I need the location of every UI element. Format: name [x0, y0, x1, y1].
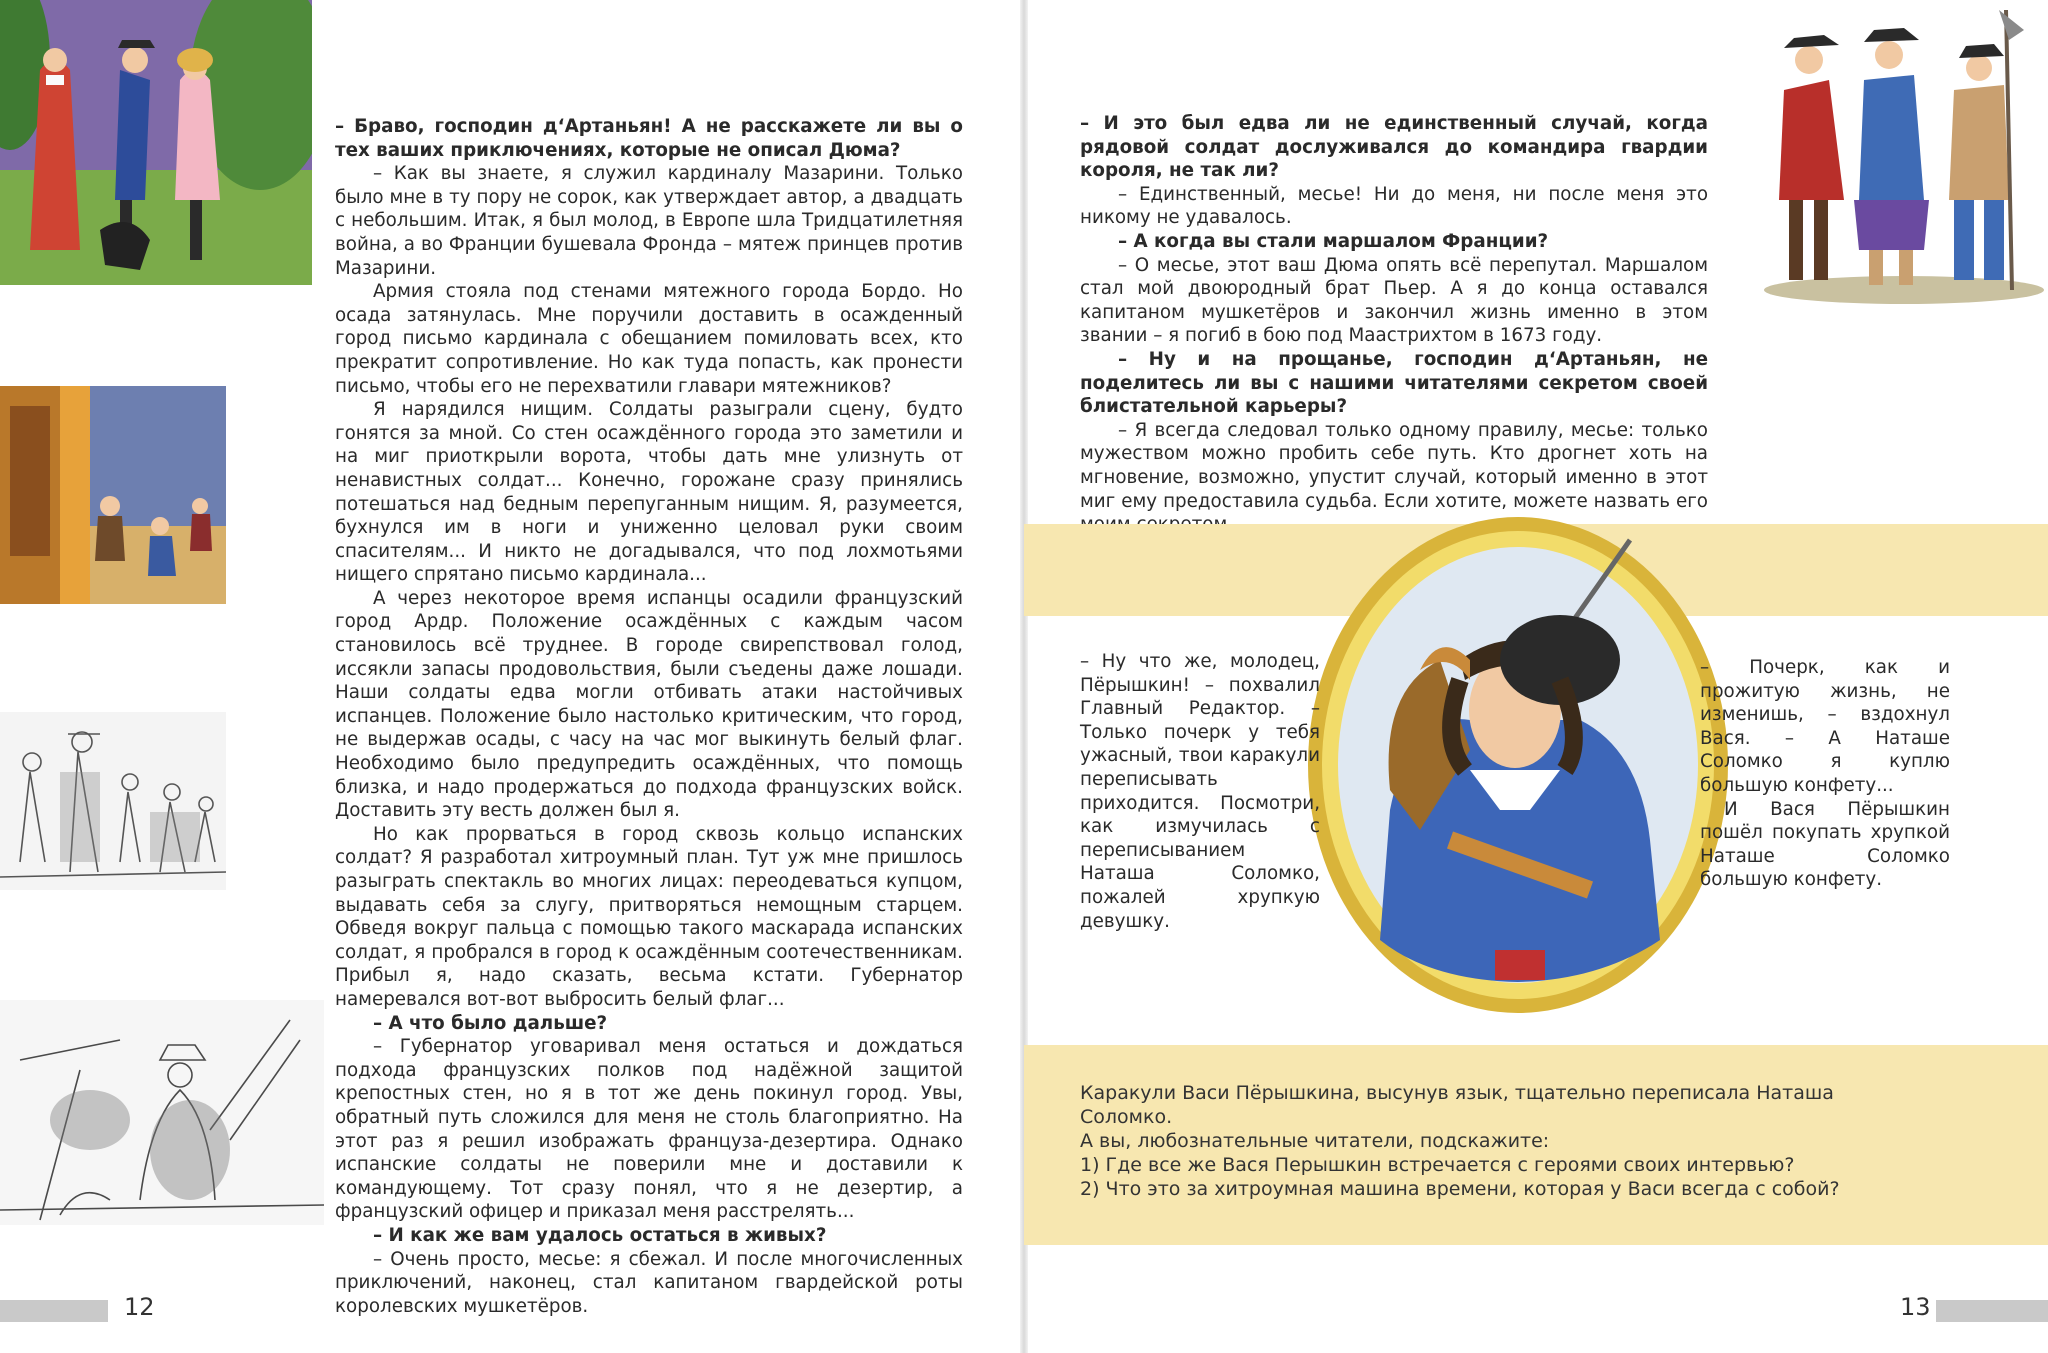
illustration-crowd-sketch: [0, 712, 226, 890]
question-1: – Браво, господин д‘Артаньян! А не расскажете ли вы о тех ваших приключениях, которые не описал Дюма?: [335, 116, 963, 161]
interview-column-right: [1080, 112, 1708, 537]
vasya-dialogue-text-2: И Вася Пёрышкин пошёл покупать хрупкой Наташе Соломко большую конфету.: [1700, 798, 1950, 891]
page-number-bar-right: [1936, 1300, 2048, 1322]
illustration-musketeers: [1754, 0, 2048, 308]
answer-2: – Губернатор уговаривал меня остаться и дождаться подхода французских полков под надёжной защитой крепостных стен, но я в тот же день покинул город. Увы, обратный путь сложился для меня не столь благоприятно. На этот раз я решил изображать француза-дезертира. Однако испанские солдаты не поверили мне и доставили к командующему. Тот сразу понял, что я не дезертир, а французский офицер и приказал меня расстрелять...: [335, 1036, 963, 1223]
answer-5: – О месье, этот ваш Дюма опять всё перепутал. Маршалом стал мой двоюродный брат Пьер. А я до конца оставался капитаном мушкетёров и закончил жизнь именно в этом звании – я погиб в бою под Маастрихтом в 1673 году.: [1080, 254, 1708, 347]
vasya-dialogue: [1700, 656, 1950, 892]
paragraph-bordeaux: Армия стояла под стенами мятежного города Бордо. Но осада затянулась. Мне поручили доставить в осажденный город письмо кардинала с обещанием помиловать всех, кто прекратит сопротивление. Но как туда попасть, как пронести письмо, чтобы его не перехватили главари мятежников?: [335, 281, 963, 397]
illustration-city-gate: [0, 386, 226, 604]
editor-dialogue-text: – Ну что же, молодец, Пёрышкин! – похвалил Главный Редактор. – Только почерк у тебя ужасный, твои каракули переписывать приходится. Посмотри, как измучилась с переписыванием Наташа Соломко, пожалей хрупкую девушку.: [1080, 651, 1320, 932]
questions-line-2: А вы, любознательные читатели, подскажите:: [1080, 1130, 1550, 1152]
illustration-cardinal-scene: [0, 0, 312, 285]
question-5: – А когда вы стали маршалом Франции?: [1118, 230, 1549, 252]
answer-1: – Как вы знаете, я служил кардиналу Мазарини. Только было мне в ту пору не сорок, как утверждает автор, а двадцать с небольшим. Итак, я был молод, в Европе шла Тридцатилетняя война, а во Франции бушевала Фронда – мятеж принцев против Мазарини.: [335, 163, 963, 279]
answer-4: – Единственный, месье! Ни до меня, ни после меня это никому не удавалось.: [1080, 183, 1708, 229]
questions-line-4: 2) Что это за хитроумная машина времени, которая у Васи всегда с собой?: [1080, 1178, 1840, 1200]
vasya-dialogue-text-1: – Почерк, как и прожитую жизнь, не изменишь, – вздохнул Вася. – А Наташе Соломко я куплю большую конфету...: [1700, 657, 1950, 796]
page-number-right: 13: [1900, 1293, 1931, 1321]
answer-3: – Очень просто, месье: я сбежал. И после многочисленных приключений, наконец, стал капитаном гвардейской роты королевских мушкетёров.: [335, 1248, 963, 1317]
interview-column-left: [335, 115, 963, 1318]
page-number-left: 12: [124, 1293, 155, 1321]
question-2: – А что было дальше?: [373, 1012, 608, 1034]
illustration-firing-squad-sketch: [0, 1000, 324, 1225]
portrait-dartagnan: [1300, 510, 1736, 1020]
questions-line-3: 1) Где все же Вася Перышкин встречается с героями своих интервью?: [1080, 1154, 1795, 1176]
question-3: – И как же вам удалось остаться в живых?: [373, 1224, 827, 1246]
paragraph-ardres: А через некоторое время испанцы осадили французский город Ардр. Положение осаждённых с каждым часом становилось всё труднее. В городе свирепствовал голод, иссякли запасы продовольствия, были съедены даже лошади. Наши солдаты едва могли отбивать атаки настойчивых испанцев. Положение было настолько критическим, что город, не выдержав осады, с часу на час мог выкинуть белый флаг. Необходимо было предупредить осаждённых, что помощь близка, и надо продержаться до подхода французских войск. Доставить эту весть должен был я.: [335, 587, 963, 822]
page-number-bar-left: [0, 1300, 108, 1322]
answer-6: – Я всегда следовал только одному правилу, месье: только мужеством можно пробить себе путь. Кто дрогнет хоть на мгновение, возможно, упустит случай, который именно в этот миг ему предоставила судьба. Если хотите, можете назвать его: [1080, 419, 1708, 512]
editor-dialogue: [1080, 650, 1320, 933]
reader-questions-box: [1024, 1045, 2048, 1245]
paragraph-plan: Но как прорваться в город сквозь кольцо испанских солдат? Я разработал хитроумный план. Тут уж мне пришлось разыграть спектакль во многих лицах: переодеваться купцом, выдавать себя за слугу, притворяться немощным старцем. Обведя вокруг пальца с помощью такого маскарада испанских солдат, я пробрался в город к осаждённым соотечественникам. Прибыл я, надо сказать, весьма кстати. Губернатор намеревался вот-вот выбросить белый флаг...: [335, 823, 963, 1010]
right-page: [1024, 0, 2048, 1353]
questions-line-1: Каракули Васи Пёрышкина, высунув язык, тщательно переписала Наташа Соломко.: [1080, 1082, 1834, 1128]
paragraph-beggar: Я нарядился нищим. Солдаты разыграли сцену, будто гонятся за мной. Со стен осаждённого города это заметили и на миг приоткрыли ворота, чтобы дать мне улизнуть от ненавистных солдат... Конечно, горожане сразу принялись потешаться над бедным перепуганным нищим. Я, разумеется, бухнулся им в ноги и униженно целовал руки своим спасителям... И никто не догадывался, что под лохмотьями нищего спрятано письмо кардинала...: [335, 399, 963, 586]
question-4: – И это был едва ли не единственный случай, когда рядовой солдат дослуживался до командира гвардии короля, не так ли?: [1080, 113, 1708, 182]
question-6: – Ну и на прощанье, господин д‘Артаньян, не поделитесь ли вы с нашими читателями секретом своей блистательной карьеры?: [1080, 348, 1708, 418]
